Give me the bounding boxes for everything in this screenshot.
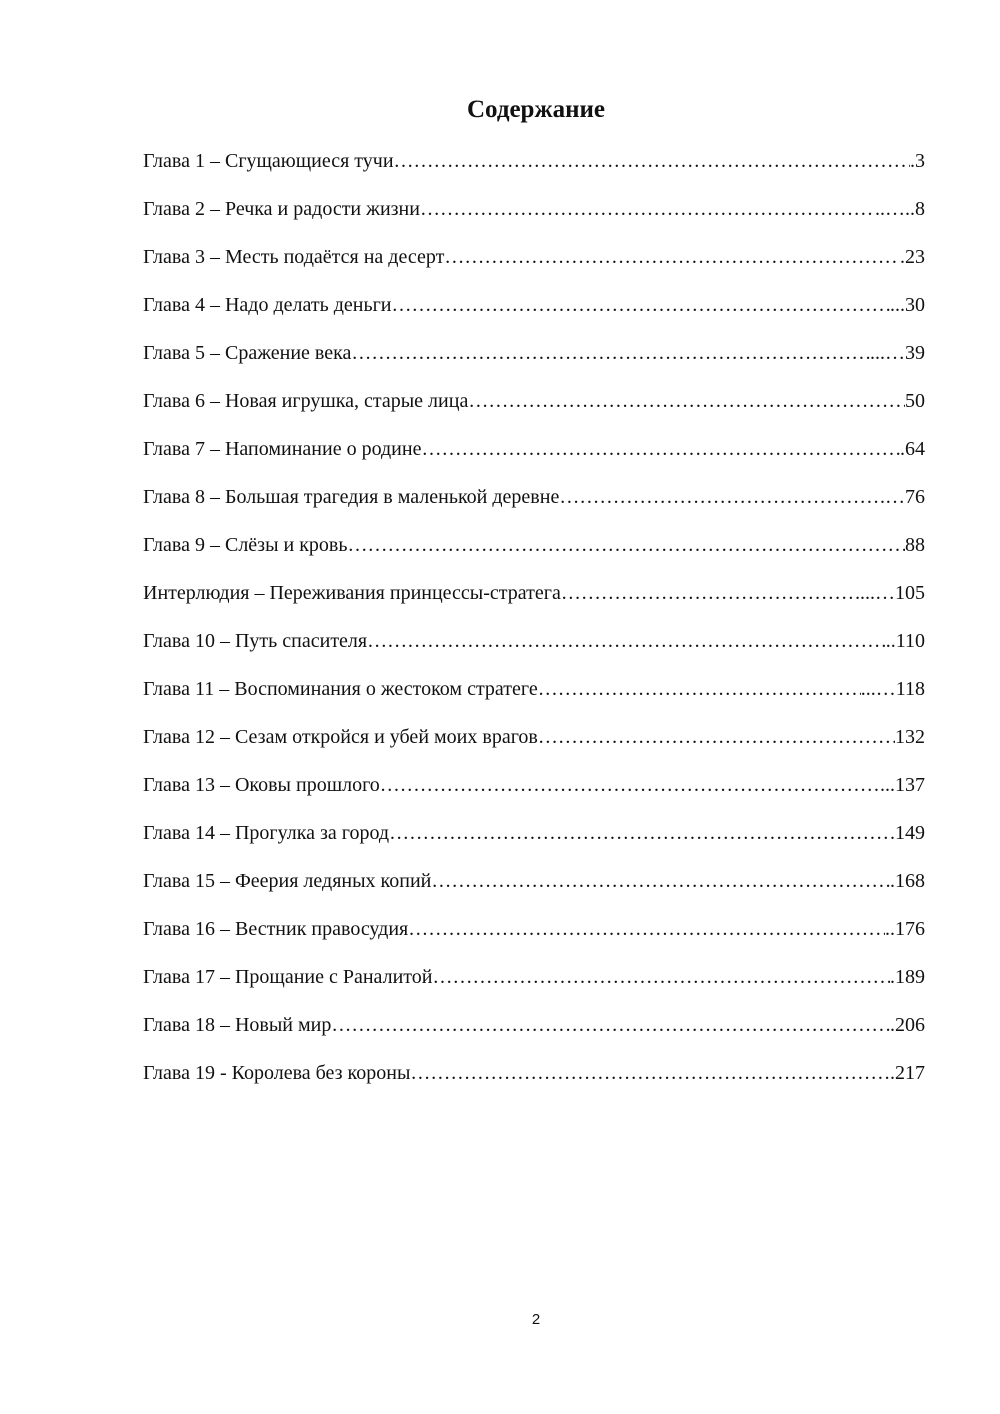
toc-entry-page: 50 (905, 390, 925, 412)
toc-leader-dots (351, 337, 870, 369)
toc-entry (143, 289, 925, 337)
toc-leader-dots (559, 481, 880, 513)
toc-leader-dots (538, 673, 861, 705)
toc-entry (143, 193, 925, 241)
toc-entry-page: ...…105 (860, 582, 925, 604)
toc-entry-page: ..110 (885, 630, 925, 652)
toc-entry (143, 337, 925, 385)
toc-entry-title: Глава 8 – Большая трагедия в маленькой деревне (143, 486, 560, 508)
toc-entry-title: Глава 19 - Королева без короны (143, 1062, 411, 1084)
toc-leader-dots (408, 913, 885, 945)
toc-entry (143, 673, 925, 721)
toc-entry (143, 529, 925, 577)
toc-entry-title: Глава 17 – Прощание с Раналитой (143, 966, 433, 988)
toc-entry-page: ...30 (890, 294, 925, 316)
toc-entry-page: 132 (895, 726, 925, 748)
toc-entry (143, 769, 925, 817)
toc-leader-dots (561, 577, 860, 609)
toc-entry-page: ...…118 (860, 678, 925, 700)
toc-leader-dots (394, 145, 910, 177)
toc-entry-page: .168 (890, 870, 925, 892)
toc-entry (143, 385, 925, 433)
toc-entry-page: ...137 (880, 774, 925, 796)
toc-leader-dots (431, 865, 890, 897)
toc-entry-page: ..…..8 (875, 198, 925, 220)
toc-leader-dots (538, 721, 895, 753)
toc-entry-title: Глава 4 – Надо делать деньги (143, 294, 392, 316)
toc-entry-page: .189 (890, 966, 925, 988)
toc-entry-title: Глава 10 – Путь спасителя (143, 630, 368, 652)
toc-entry-title: Глава 2 – Речка и радости жизни (143, 198, 420, 220)
toc-leader-dots (444, 241, 900, 273)
toc-entry-page: .64 (900, 438, 925, 460)
toc-entry-page: ...…39 (870, 342, 925, 364)
toc-entry (143, 145, 925, 193)
toc-entry-page: ..176 (885, 918, 925, 940)
toc-leader-dots (389, 817, 890, 849)
toc-leader-dots (348, 529, 906, 561)
toc-leader-dots (392, 289, 890, 321)
toc-entry-title: Глава 12 – Сезам откройся и убей моих врагов (143, 726, 538, 748)
toc-leader-dots (410, 1057, 890, 1089)
toc-entry (143, 865, 925, 913)
toc-entry-page: .149 (890, 822, 925, 844)
toc-entry (143, 433, 925, 481)
page-number: 2 (531, 1311, 541, 1328)
toc-entry (143, 1057, 925, 1105)
toc-entry-title: Глава 7 – Напоминание о родине (143, 438, 422, 460)
toc-leader-dots (468, 385, 905, 417)
toc-entry (143, 721, 925, 769)
toc-entry-title: Глава 1 – Сгущающиеся тучи (143, 150, 394, 172)
toc-entry (143, 1009, 925, 1057)
toc-leader-dots (420, 193, 875, 225)
toc-leader-dots (380, 769, 880, 801)
toc-entry-title: Интерлюдия – Переживания принцессы-стратега (143, 582, 561, 604)
toc-entry-title: Глава 15 – Феерия ледяных копий (143, 870, 432, 892)
toc-entry (143, 481, 925, 529)
toc-entry (143, 913, 925, 961)
toc-entry-title: Глава 16 – Вестник правосудия (143, 918, 409, 940)
toc-entry (143, 817, 925, 865)
toc-entry (143, 625, 925, 673)
toc-leader-dots (432, 961, 890, 993)
table-of-contents (143, 145, 925, 1105)
toc-entry-page: .23 (900, 246, 925, 268)
toc-entry-title: Глава 3 – Месть подаётся на десерт (143, 246, 445, 268)
toc-entry-page: .3 (910, 150, 925, 172)
toc-entry-page: .206 (890, 1014, 925, 1036)
toc-entry (143, 577, 925, 625)
toc-entry-page: 88 (905, 534, 925, 556)
toc-leader-dots (367, 625, 886, 657)
toc-leader-dots (331, 1009, 890, 1041)
toc-entry-title: Глава 18 – Новый мир (143, 1014, 332, 1036)
toc-entry-title: Глава 11 – Воспоминания о жестоком стратеге (143, 678, 538, 700)
toc-entry-title: Глава 14 – Прогулка за город (143, 822, 390, 844)
toc-entry (143, 961, 925, 1009)
toc-entry-title: Глава 5 – Сражение века (143, 342, 352, 364)
toc-entry-title: Глава 9 – Слёзы и кровь (143, 534, 348, 556)
toc-entry-page: .217 (890, 1062, 925, 1084)
toc-entry-page: .…76 (880, 486, 925, 508)
toc-entry-title: Глава 13 – Оковы прошлого (143, 774, 380, 796)
page-title: Содержание (466, 96, 605, 123)
toc-entry-title: Глава 6 – Новая игрушка, старые лица (143, 390, 469, 412)
toc-entry (143, 241, 925, 289)
toc-leader-dots (421, 433, 900, 465)
